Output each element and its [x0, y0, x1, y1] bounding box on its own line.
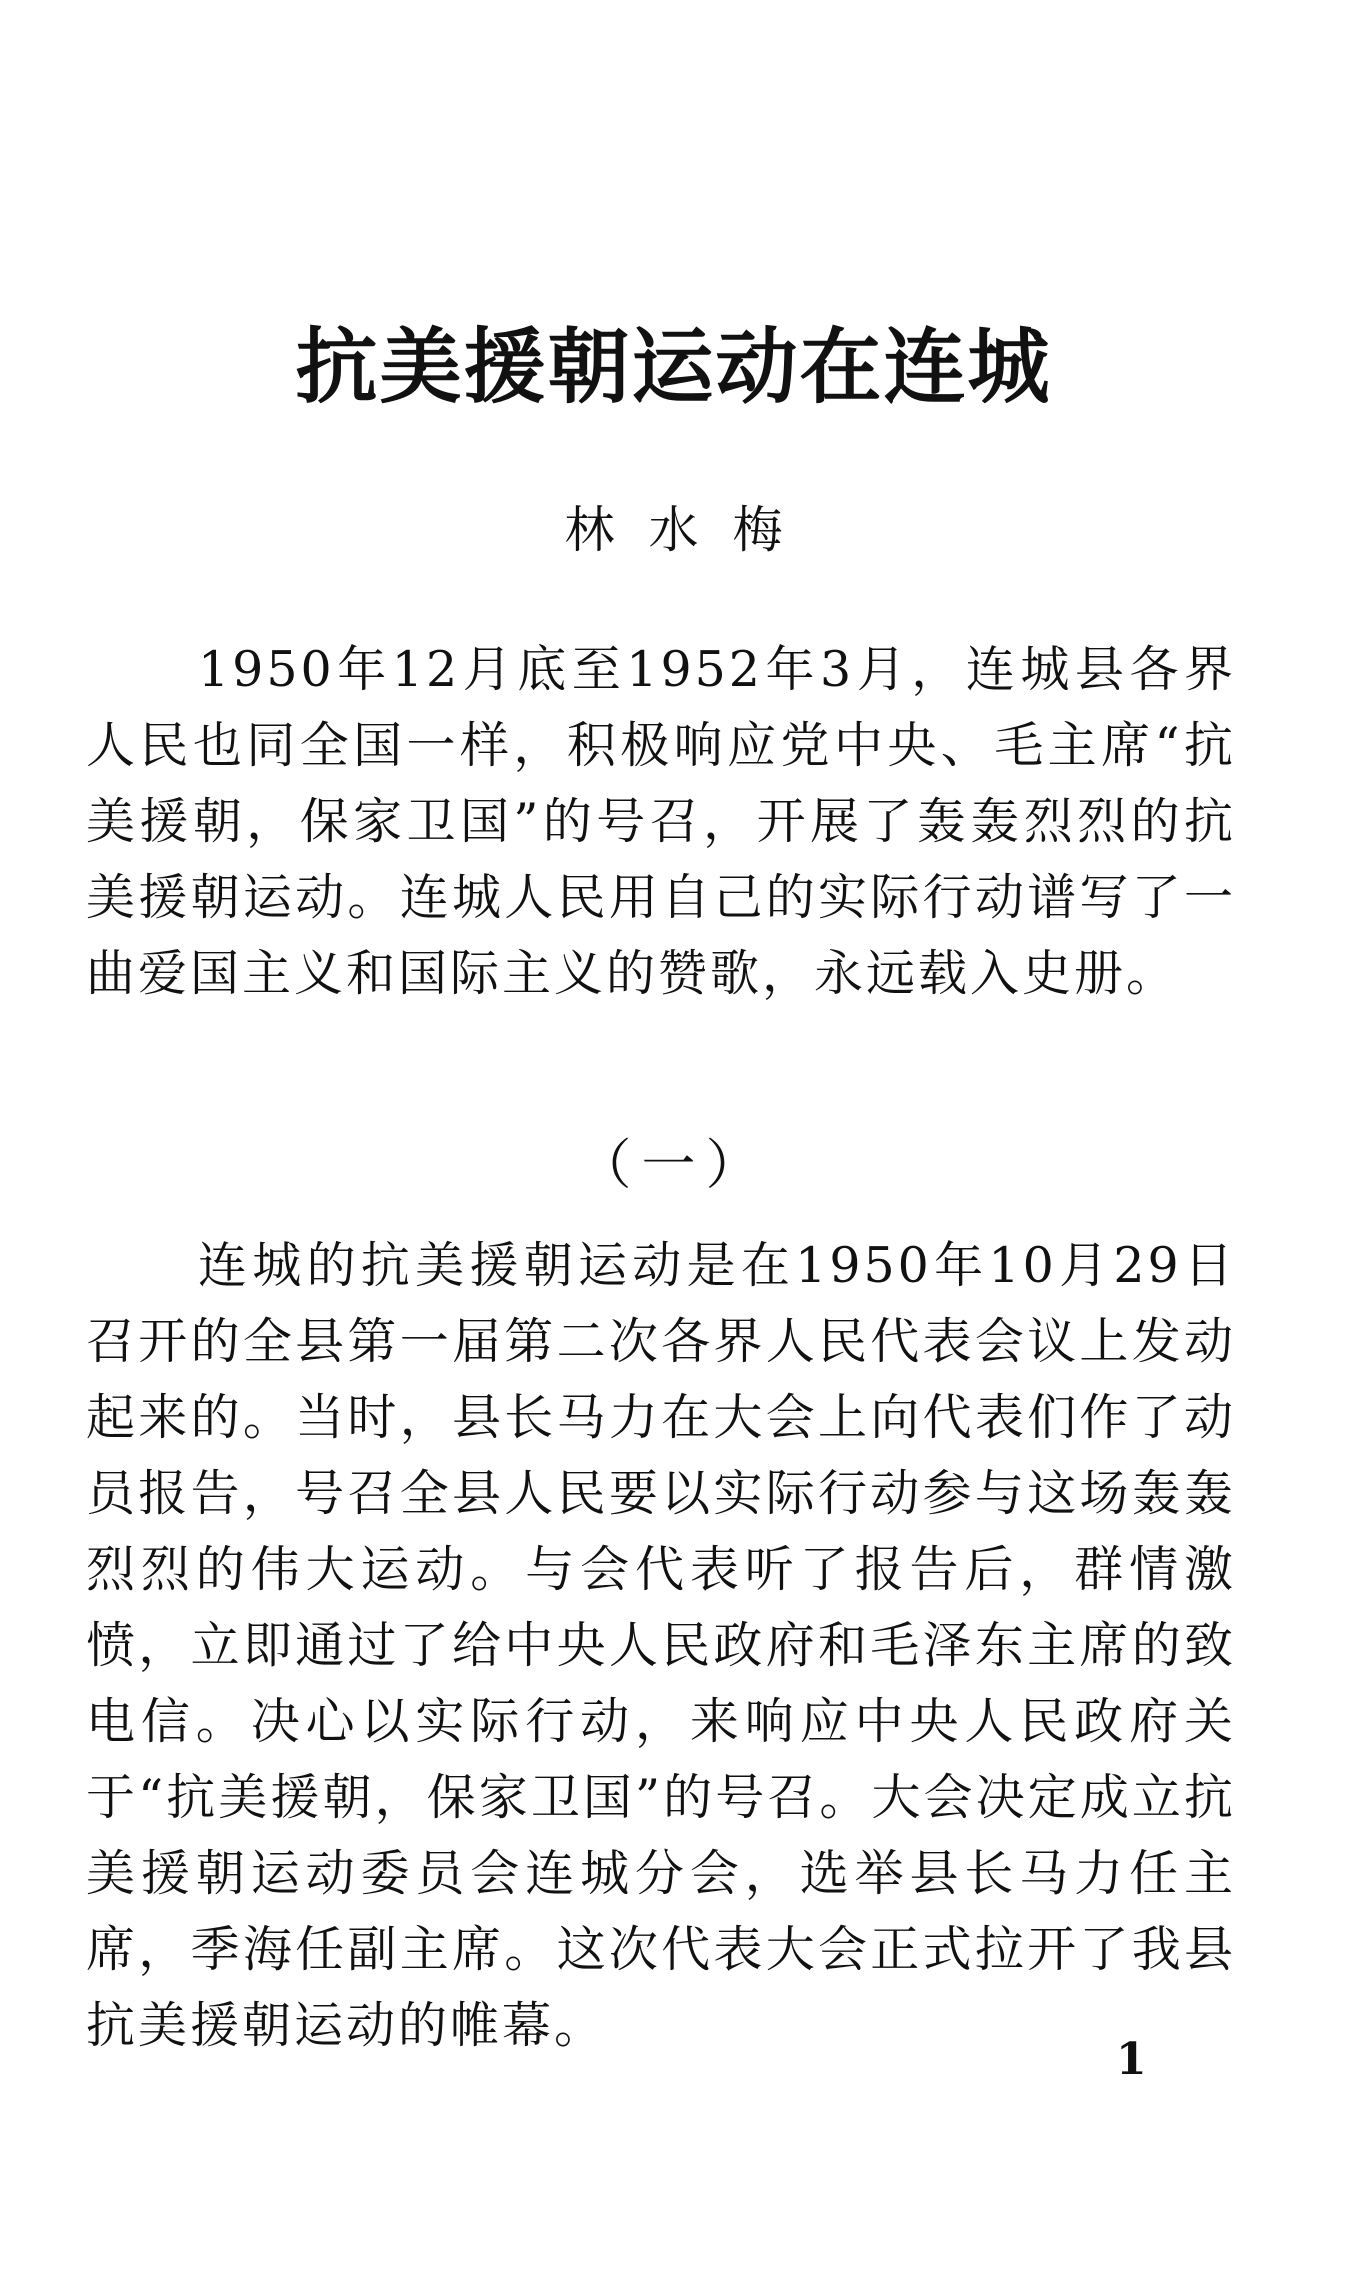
article-title: 抗美援朝运动在连城: [295, 320, 1052, 415]
intro-paragraph: 1950年12月底至1952年3月，连城县各界人民也同全国一样，积极响应党中央、毛主席“抗美援朝，保家卫国”的号召，开展了轰轰烈烈的抗美援朝运动。连城人民用自己的实际行动谱写了一曲爱国主义和国际主义的赞歌，永远载入史册。: [86, 641, 1236, 1002]
page-number: 1: [1116, 2034, 1147, 2085]
author-name: 林水梅: [564, 501, 817, 559]
section-paragraph: 连城的抗美援朝运动是在1950年10月29日召开的全县第一届第二次各界人民代表会议上发动起来的。当时，县长马力在大会上向代表们作了动员报告，号召全县人民要以实际行动参与这场轰轰烈烈的伟大运动。与会代表听了报告后，群情激愤，立即通过了给中央人民政府和毛泽东主席的致电信。决心以实际行动，来响应中央人民政府关于“抗美援朝，保家卫国”的号召。大会决定成立抗美援朝运动委员会连城分会，选举县长马力任主席，季海任副主席。这次代表大会正式拉开了我县抗美援朝运动的帷幕。: [86, 1237, 1236, 2054]
section-heading: （一）: [577, 1133, 770, 1196]
